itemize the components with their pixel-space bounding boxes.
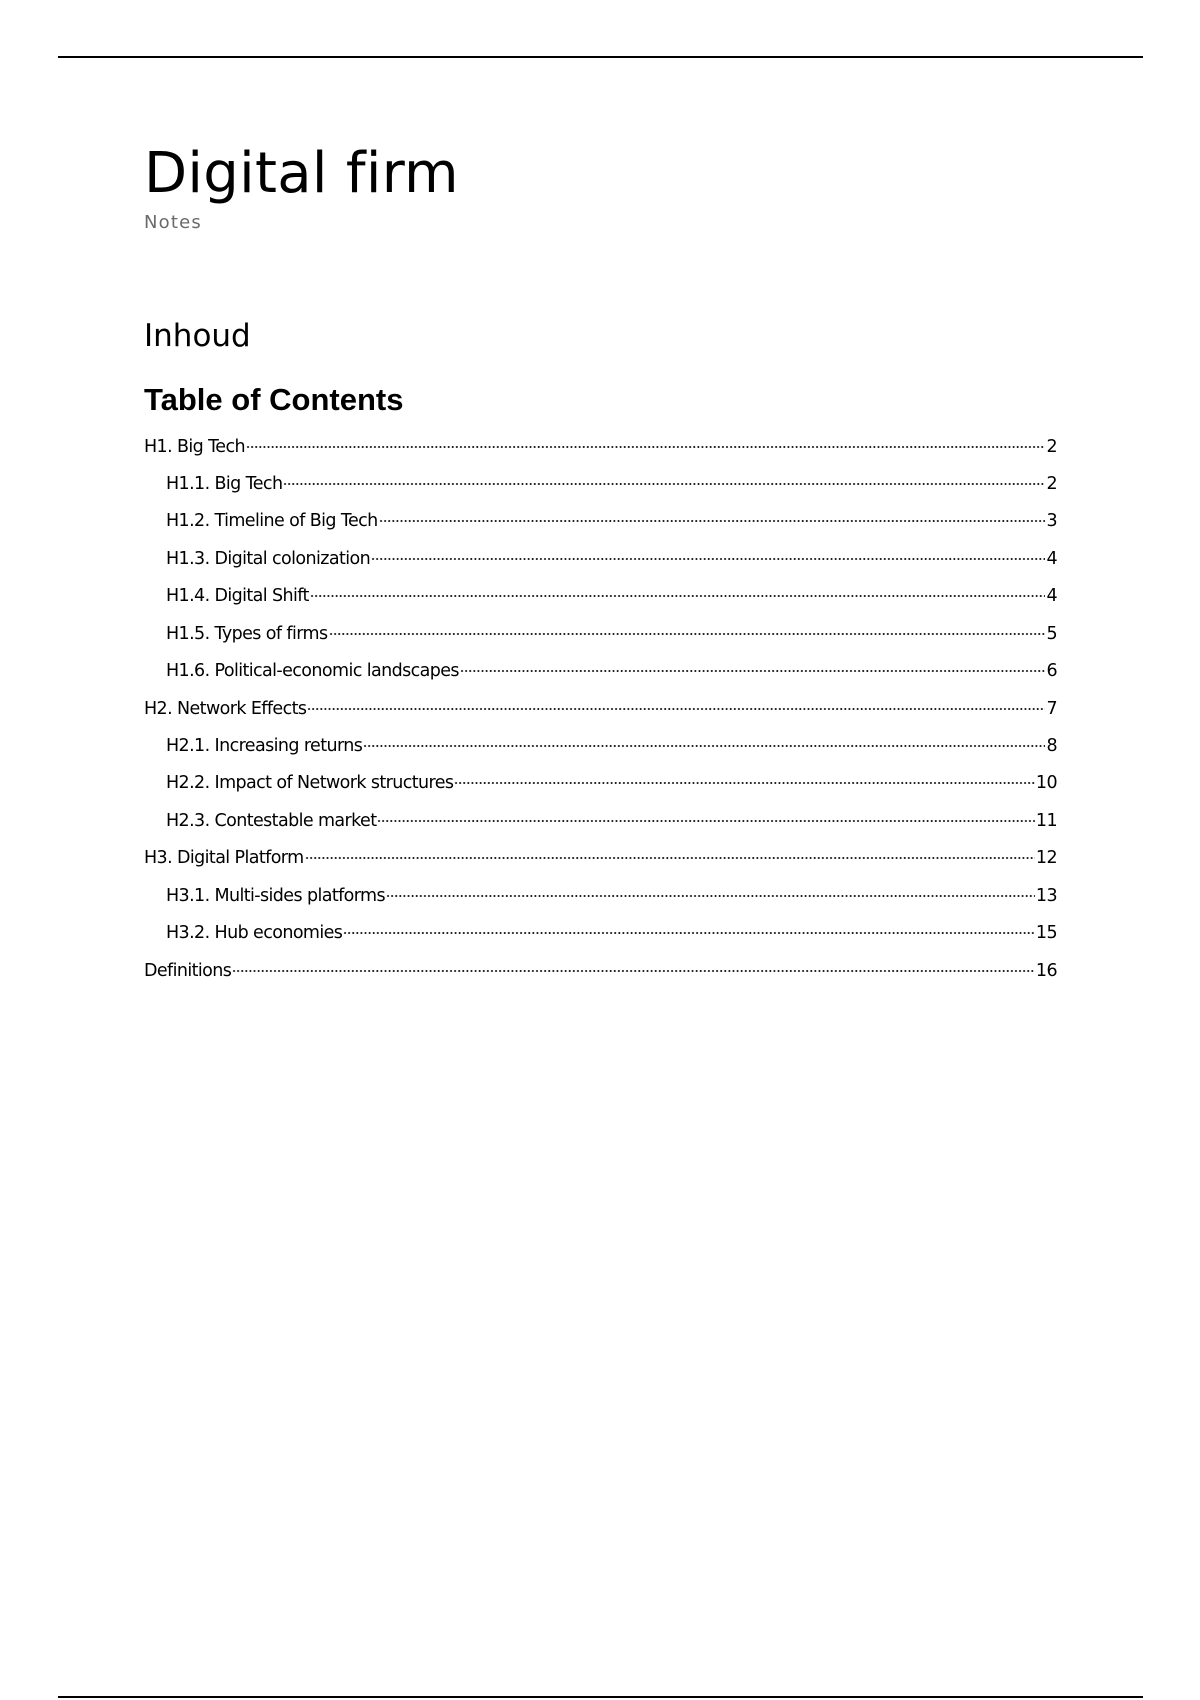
toc-entry-h1-big-tech[interactable]: [144, 426, 1057, 457]
toc-entry-definitions[interactable]: [144, 950, 1057, 981]
toc-entry-h3-1-multi-sides-platforms[interactable]: [144, 875, 1057, 906]
toc-page-number: 13: [1035, 886, 1057, 906]
footer-rule: [58, 1696, 1143, 1698]
toc-dot-leader: [329, 613, 1046, 639]
toc-page-number: 7: [1046, 699, 1057, 719]
toc-entry-h1-2-timeline[interactable]: [144, 500, 1057, 531]
toc-dot-leader: [232, 950, 1035, 976]
toc-dot-leader: [343, 912, 1035, 938]
toc-heading: Table of Contents: [144, 382, 404, 417]
toc-entry-h1-5-types-of-firms[interactable]: [144, 613, 1057, 644]
toc-page-number: 16: [1035, 961, 1057, 981]
toc-entry-label: H2.1. Increasing returns: [166, 736, 363, 756]
toc-page-number: 15: [1035, 923, 1057, 943]
toc-page-number: 11: [1035, 811, 1057, 831]
toc-entry-label: H1.1. Big Tech: [166, 474, 283, 494]
toc-entry-label: H2. Network Effects: [144, 699, 307, 719]
toc-dot-leader: [363, 725, 1045, 751]
toc-entry-label: H1.6. Political-economic landscapes: [166, 661, 459, 681]
toc-entry-label: H1.5. Types of firms: [166, 624, 328, 644]
toc-entry-label: H2.2. Impact of Network structures: [166, 773, 454, 793]
toc-dot-leader: [379, 500, 1046, 526]
header-rule: [58, 56, 1143, 58]
toc-entry-h1-3-digital-colonization[interactable]: [144, 538, 1057, 569]
toc-entry-label: Definitions: [144, 961, 232, 981]
document-subtitle: Notes: [144, 212, 202, 233]
toc-page-number: 4: [1046, 586, 1057, 606]
toc-page-number: 5: [1046, 624, 1057, 644]
toc-entry-label: H3. Digital Platform: [144, 848, 304, 868]
toc-entry-label: H1.3. Digital colonization: [166, 549, 371, 569]
toc-entry-label: H1. Big Tech: [144, 437, 245, 457]
toc-entry-h1-1-big-tech[interactable]: [144, 463, 1057, 494]
toc-dot-leader: [454, 762, 1035, 788]
toc-dot-leader: [371, 538, 1045, 564]
toc-entry-h3-digital-platform[interactable]: [144, 837, 1057, 868]
toc-page-number: 2: [1046, 474, 1057, 494]
toc-entry-label: H1.2. Timeline of Big Tech: [166, 511, 378, 531]
toc-page-number: 4: [1046, 549, 1057, 569]
document-title: Digital firm: [144, 141, 459, 206]
toc-dot-leader: [460, 650, 1046, 676]
toc-page-number: 12: [1035, 848, 1057, 868]
toc-dot-leader: [283, 463, 1045, 489]
toc-dot-leader: [246, 426, 1045, 452]
toc-entry-label: H1.4. Digital Shift: [166, 586, 309, 606]
toc-dot-leader: [307, 688, 1045, 714]
toc-page-number: 10: [1035, 773, 1057, 793]
toc-entry-h1-6-political-economic[interactable]: [144, 650, 1057, 681]
toc-dot-leader: [377, 800, 1034, 826]
toc-entry-h2-2-network-structures[interactable]: [144, 762, 1057, 793]
toc-page-number: 2: [1046, 437, 1057, 457]
toc-entry-h3-2-hub-economies[interactable]: [144, 912, 1057, 943]
toc-page-number: 6: [1046, 661, 1057, 681]
toc-dot-leader: [386, 875, 1035, 901]
toc-entry-h2-1-increasing-returns[interactable]: [144, 725, 1057, 756]
toc-dot-leader: [305, 837, 1035, 863]
contents-heading: Inhoud: [144, 318, 251, 354]
toc-entry-h1-4-digital-shift[interactable]: [144, 575, 1057, 606]
toc-entry-label: H3.1. Multi-sides platforms: [166, 886, 386, 906]
toc-entry-h2-network-effects[interactable]: [144, 688, 1057, 719]
toc-entry-h2-3-contestable-market[interactable]: [144, 800, 1057, 831]
toc-entry-label: H3.2. Hub economies: [166, 923, 343, 943]
toc-dot-leader: [310, 575, 1046, 601]
toc-entry-label: H2.3. Contestable market: [166, 811, 377, 831]
toc-page-number: 3: [1046, 511, 1057, 531]
toc-page-number: 8: [1046, 736, 1057, 756]
